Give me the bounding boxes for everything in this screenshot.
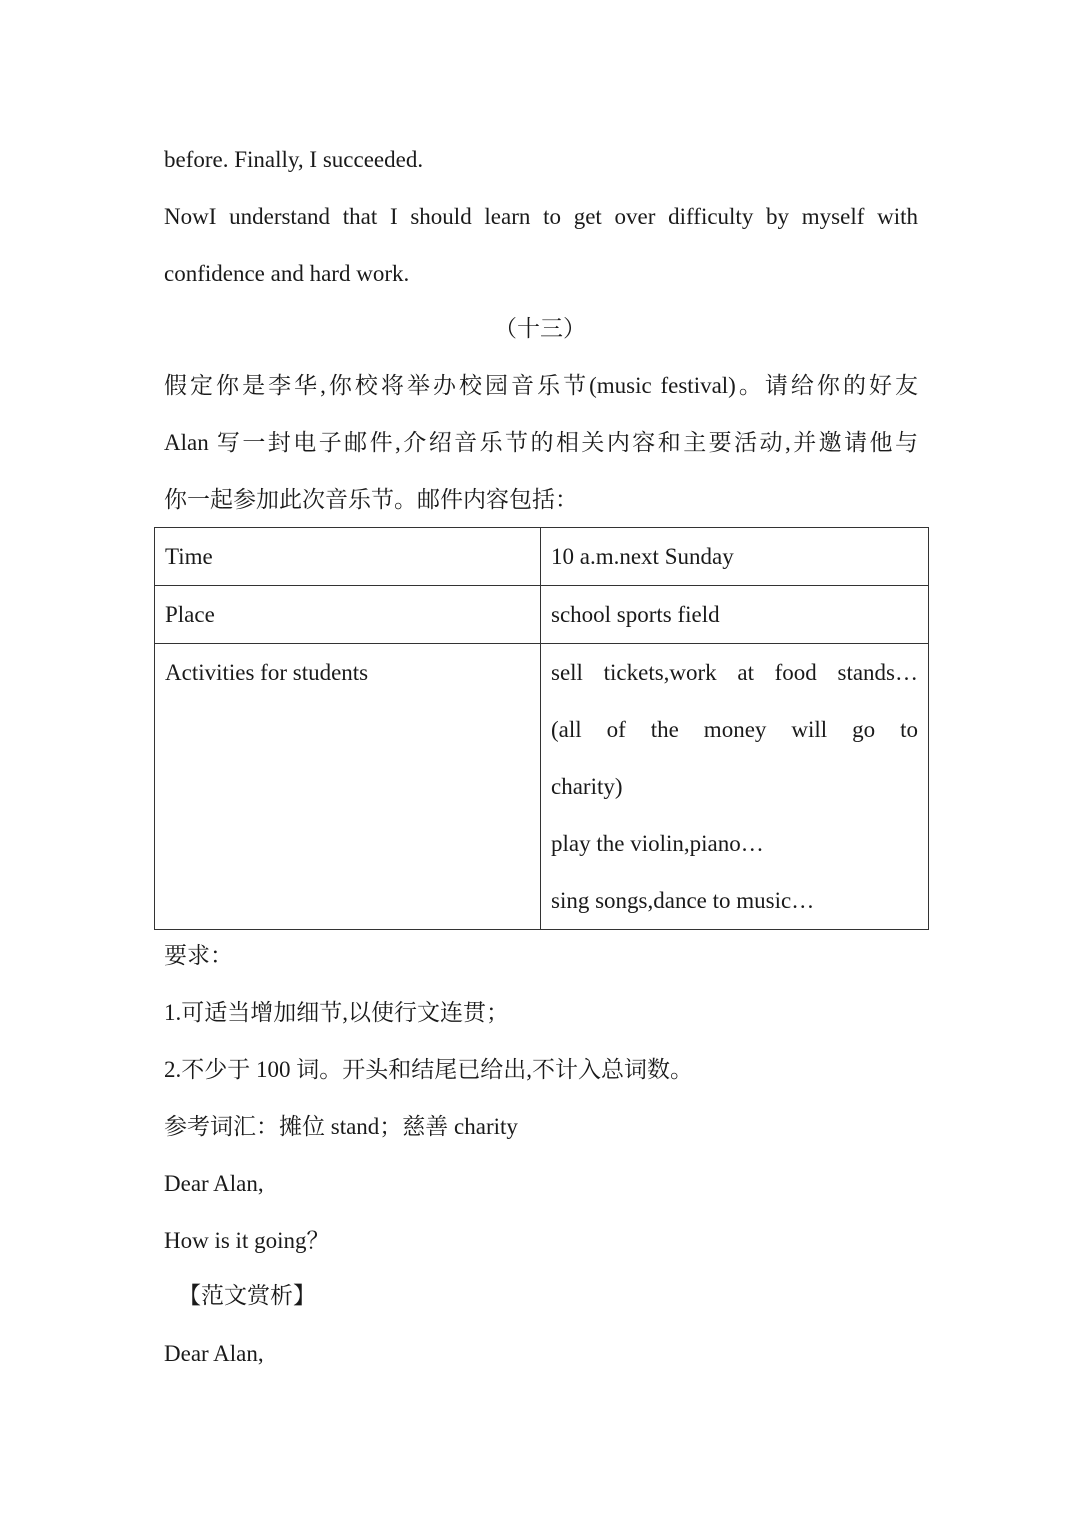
table-row	[155, 586, 929, 644]
sample-greeting: Dear Alan,	[164, 1341, 264, 1366]
prompt-line-3: 你一起参加此次音乐节。邮件内容包括：	[164, 487, 578, 512]
requirement-item-1: 1.可适当增加细节,以使行文连贯；	[164, 1000, 509, 1025]
passage-line-1: before. Finally, I succeeded.	[164, 147, 424, 172]
row-value-time: 10 a.m.next Sunday	[541, 528, 929, 586]
section-number: （十三）	[494, 316, 586, 341]
requirement-item-2: 2.不少于 100 词。开头和结尾已给出,不计入总词数。	[164, 1057, 693, 1082]
activity-line-1: sell tickets,work at food stands…	[551, 660, 918, 685]
prompt-line-1: 假定你是李华,你校将举办校园音乐节(music festival)。请给你的好友	[164, 373, 918, 398]
table-row	[155, 528, 929, 586]
prompt-line-2: Alan 写一封电子邮件,介绍音乐节的相关内容和主要活动,并邀请他与	[164, 430, 918, 455]
vocabulary-hint: 参考词汇：摊位 stand；慈善 charity	[164, 1114, 518, 1139]
activity-line-3: charity)	[551, 774, 623, 799]
row-label-place: Place	[155, 586, 541, 644]
letter-greeting: Dear Alan,	[164, 1171, 264, 1196]
activity-line-2: (all of the money will go to	[551, 717, 918, 742]
activity-line-5: sing songs,dance to music…	[551, 888, 815, 913]
activity-line-4: play the violin,piano…	[551, 831, 764, 856]
passage-line-3: confidence and hard work.	[164, 261, 410, 286]
row-label-time: Time	[155, 528, 541, 586]
row-value-activities	[541, 644, 929, 930]
sample-heading: 【范文赏析】	[178, 1283, 316, 1308]
letter-opening: How is it going？	[164, 1228, 330, 1253]
passage-line-2: NowI understand that I should learn to get over difficulty by myself with	[164, 204, 918, 229]
row-value-place: school sports field	[541, 586, 929, 644]
content-table	[154, 527, 929, 930]
table-row	[155, 644, 929, 930]
row-label-activities: Activities for students	[155, 644, 541, 930]
requirements-heading: 要求：	[164, 943, 233, 968]
